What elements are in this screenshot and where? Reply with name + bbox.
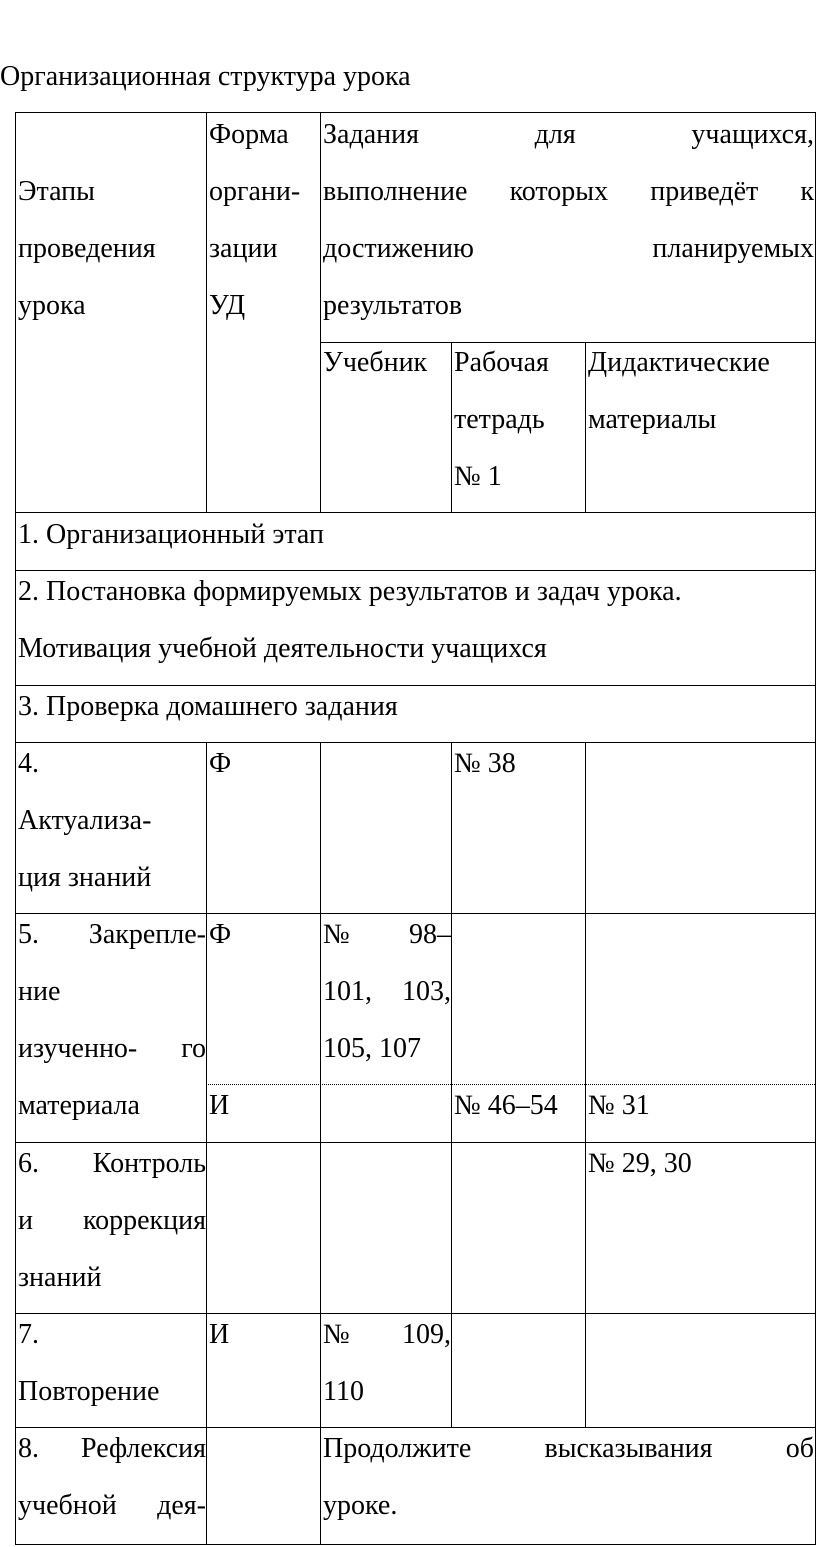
stage-row-8-line: 8. Рефлексия [18, 1433, 206, 1464]
stage-row-5-textbook [321, 906, 451, 1077]
header-textbook-cell [321, 334, 451, 391]
stage-row-6-line: 6. Контроль [18, 1148, 206, 1179]
stage-row-6-didactic [586, 1135, 815, 1192]
stage-row-8-tasks [321, 1420, 816, 1534]
stage-row-4-line: Актуализа- [18, 805, 152, 836]
document-title: Организационная структура урока [0, 61, 411, 92]
stage-row-2-line: Мотивация учебной деятельности учащихся [18, 633, 547, 664]
textbook-line: 101, 103, [323, 976, 451, 1007]
header-didactic-line: Дидактические [588, 347, 770, 378]
stage-row-1 [16, 506, 815, 563]
header-form-line: Форма [209, 119, 289, 150]
header-workbook-line: № 1 [454, 461, 502, 492]
header-tasks-line: результатов [323, 290, 463, 321]
stage-row-5-didactic-b [586, 1077, 815, 1134]
header-didactic-line: материалы [588, 404, 717, 435]
header-form-line: органи- [209, 176, 301, 207]
stage-row-5-line: ние [18, 976, 61, 1007]
stage-row-7-form [207, 1306, 320, 1363]
stage-row-5-form-a [207, 906, 320, 963]
textbook-line: № 98– [323, 919, 451, 950]
didactic-value: № 29, 30 [588, 1148, 692, 1179]
stage-row-6-line: и коррекция [18, 1205, 206, 1236]
stage-row-5-stage [16, 906, 206, 1134]
textbook-line: 110 [323, 1376, 364, 1407]
header-stages-line: Этапы [18, 176, 95, 207]
stage-row-5-workbook-b [452, 1077, 585, 1134]
stage-row-4-form [207, 735, 320, 792]
header-stages-line: проведения [18, 233, 156, 264]
header-workbook-line: тетрадь [454, 404, 545, 435]
workbook-value: № 46–54 [454, 1090, 558, 1121]
workbook-value: № 38 [454, 748, 516, 779]
header-didactic-cell [586, 334, 815, 448]
stage-row-3 [16, 678, 815, 735]
form-value: И [209, 1319, 230, 1350]
stage-row-4-stage [16, 735, 206, 906]
stage-row-5-line: изученно- го [18, 1033, 206, 1064]
stage-row-2 [16, 563, 815, 677]
stage-row-7-textbook [321, 1306, 451, 1420]
header-form-line: зации [209, 233, 278, 264]
header-tasks-cell [321, 106, 816, 334]
stage-row-7-stage [16, 1306, 206, 1420]
stage-row-4-workbook [452, 735, 585, 792]
tasks-line: Продолжите высказывания об [323, 1433, 814, 1464]
stage-row-8-line: учебной дея- [18, 1490, 206, 1521]
stage-row-2-line: 2. Постановка формируемых результатов и задач урока. [18, 576, 682, 607]
header-textbook-label: Учебник [323, 347, 428, 378]
stage-row-3-text: 3. Проверка домашнего задания [18, 691, 398, 722]
stage-row-5-line: 5. Закрепле- [18, 919, 206, 950]
form-value: Ф [209, 919, 232, 950]
stage-row-5-line: материала [18, 1090, 140, 1121]
stage-row-7-line: Повторение [18, 1376, 160, 1407]
stage-row-4-line: 4. [18, 748, 39, 779]
header-form-line: УД [209, 290, 246, 321]
stage-row-4-line: ция знаний [18, 862, 152, 893]
tasks-line: уроке. [323, 1490, 398, 1521]
textbook-line: № 109, [323, 1319, 451, 1350]
header-stages-line: урока [18, 290, 86, 321]
header-tasks-line: Задания для учащихся, [323, 119, 814, 150]
didactic-value: № 31 [588, 1090, 650, 1121]
header-form-cell [207, 106, 320, 334]
stage-row-6-line: знаний [18, 1262, 102, 1293]
stage-row-7-line: 7. [18, 1319, 39, 1350]
header-tasks-line: достижению планируемых [323, 233, 814, 264]
stage-row-1-text: 1. Организационный этап [18, 519, 324, 550]
header-workbook-cell [452, 334, 585, 505]
form-value: Ф [209, 748, 232, 779]
stage-row-5-form-b [207, 1077, 320, 1134]
header-stages-cell [16, 163, 206, 334]
form-value: И [209, 1090, 230, 1121]
header-tasks-line: выполнение которых приведёт к [323, 176, 814, 207]
stage-row-6-stage [16, 1135, 206, 1306]
header-workbook-line: Рабочая [454, 347, 549, 378]
textbook-line: 105, 107 [323, 1033, 421, 1064]
stage-row-8-stage [16, 1420, 206, 1534]
